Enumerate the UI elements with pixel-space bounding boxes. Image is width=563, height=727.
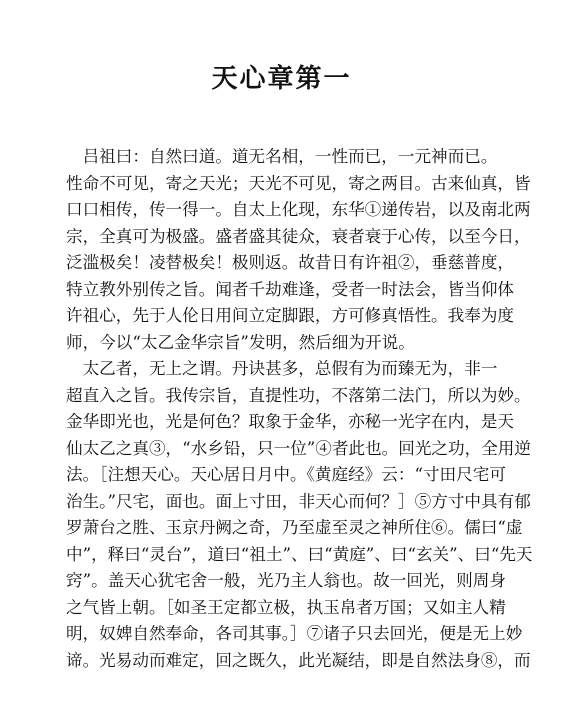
body-text [66,144,536,674]
text-line: 治生。”尺宅，面也。面上寸田，非天心而何？］⑤方寸中具有郁 [66,491,531,511]
text-line: 法。［注想天心。天心居日月中。《黄庭经》云：“寸田尺宅可 [66,465,506,484]
text-line: 明，奴婢自然奉命，各司其事。］⑦诸子只去回光，便是无上妙 [66,624,523,643]
text-line: 窍”。盖天心犹宅舍一般，光乃主人翁也。故一回光，则周身 [66,571,506,590]
text-line: 罗萧台之胜、玉京丹阙之奇，乃至虚至灵之神所住⑥。儒曰“虚 [66,518,523,537]
text-line: 泛滥极矣！凌替极矣！极则返。故昔日有许祖②，垂慈普度， [66,253,515,272]
text-line: 特立教外别传之旨。闻者千劫难逢，受者一时法会，皆当仰体 [66,279,515,299]
text-line: 性命不可见，寄之天光；天光不可见，寄之两目。古来仙真，皆 [66,173,531,193]
text-line: 中”，释曰“灵台”，道曰“祖土”、曰“黄庭”、曰“玄关”、曰“先天 [66,544,533,564]
text-line: 金华即光也，光是何色？取象于金华，亦秘一光字在内，是天 [66,412,515,431]
text-line: 仙太乙之真③，“水乡铅，只一位”④者此也。回光之功，全用逆 [66,438,531,458]
text-line: 谛。光易动而难定，回之既久，此光凝结，即是自然法身⑧，而 [66,650,531,670]
text-line: 之气皆上朝。［如圣王定都立极，执玉帛者万国；又如主人精 [66,597,506,617]
text-line: 超直入之旨。我传宗旨，直提性功，不落第二法门，所以为妙。 [66,385,531,405]
text-line: 师，今以“太乙金华宗旨”发明，然后细为开说。 [66,332,415,352]
text-line: 许祖心，先于人伦日用间立定脚跟，方可修真悟性。我奉为度 [66,306,515,325]
text-line: 宗，全真可为极盛。盛者盛其徒众，衰者衰于心传，以至今日， [66,226,531,246]
text-line: 太乙者，无上之谓。丹诀甚多，总假有为而臻无为，非一 [66,359,498,378]
text-line: 吕祖曰：自然曰道。道无名相，一性而已，一元神而已。 [66,147,498,166]
text-line: 口口相传，传一得一。自太上化现，东华①递传岩，以及南北两 [66,200,531,219]
chapter-title: 天心章第一 [211,64,352,94]
